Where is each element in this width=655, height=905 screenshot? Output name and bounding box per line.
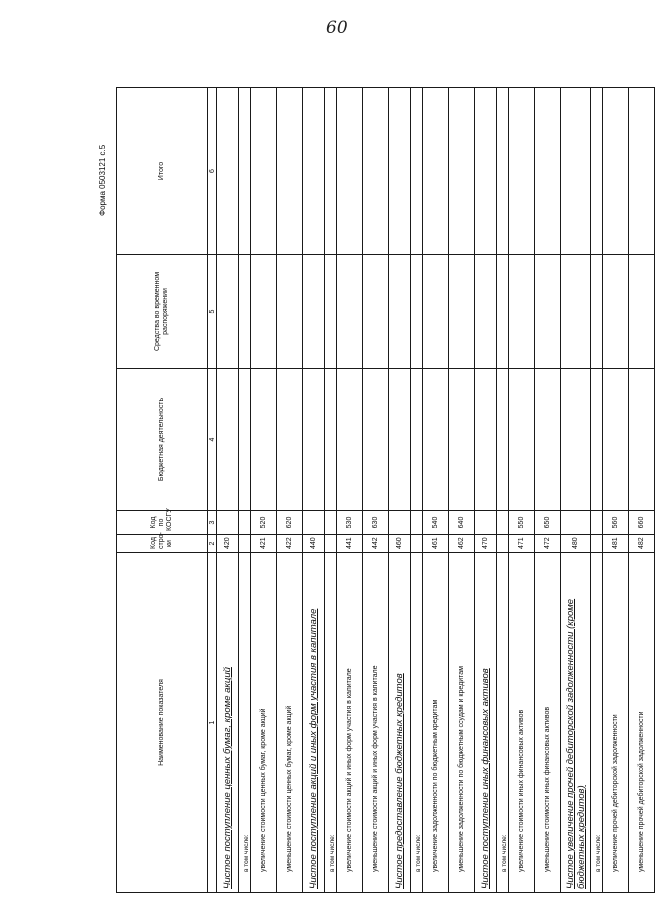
row-kosgu-code: 620 [277, 511, 303, 535]
row-line-code: 471 [509, 535, 535, 553]
row-temporary-value [389, 255, 411, 369]
column-number: 5 [208, 255, 217, 369]
row-temporary-value [535, 255, 561, 369]
column-number: 6 [208, 88, 217, 255]
row-line-code: 462 [449, 535, 475, 553]
row-total-value [561, 88, 591, 255]
row-name: в том числе: [411, 553, 423, 893]
row-name: увеличение прочей дебиторской задолженности [603, 553, 629, 893]
table-row [389, 88, 411, 893]
column-number: 2 [208, 535, 217, 553]
row-name: Чистое увеличение прочей дебиторской задолженности (кроме бюджетных кредитов) [561, 553, 591, 893]
row-line-code [497, 535, 509, 553]
row-temporary-value [411, 255, 423, 369]
row-name: увеличение стоимости акций и иных форм участия в капитале [337, 553, 363, 893]
row-total-value [603, 88, 629, 255]
row-name: увеличение стоимости ценных бумаг, кроме акций [251, 553, 277, 893]
row-name: уменьшение стоимости акций и иных форм участия в капитале [363, 553, 389, 893]
row-total-value [251, 88, 277, 255]
header-line-code: Код стро-ки [117, 535, 208, 553]
row-kosgu-code [561, 511, 591, 535]
row-name: Чистое предоставление бюджетных кредитов [389, 553, 411, 893]
row-line-code: 420 [217, 535, 239, 553]
row-temporary-value [603, 255, 629, 369]
row-budget-value [591, 369, 603, 511]
row-kosgu-code: 520 [251, 511, 277, 535]
row-budget-value [303, 369, 325, 511]
row-kosgu-code: 630 [363, 511, 389, 535]
row-temporary-value [449, 255, 475, 369]
table-row [423, 88, 449, 893]
table-row [277, 88, 303, 893]
row-budget-value [325, 369, 337, 511]
row-temporary-value [497, 255, 509, 369]
row-budget-value [217, 369, 239, 511]
table-row [449, 88, 475, 893]
row-temporary-value [363, 255, 389, 369]
row-kosgu-code: 560 [603, 511, 629, 535]
row-temporary-value [217, 255, 239, 369]
row-total-value [303, 88, 325, 255]
header-budget: Бюджетная деятельность [117, 369, 208, 511]
row-name: уменьшение прочей дебиторской задолженности [629, 553, 655, 893]
row-total-value [389, 88, 411, 255]
row-total-value [325, 88, 337, 255]
table-row [475, 88, 497, 893]
row-total-value [509, 88, 535, 255]
row-temporary-value [591, 255, 603, 369]
table-row [217, 88, 239, 893]
row-budget-value [497, 369, 509, 511]
row-temporary-value [303, 255, 325, 369]
row-kosgu-code: 650 [535, 511, 561, 535]
page-number: 60 [326, 18, 348, 38]
row-temporary-value [277, 255, 303, 369]
row-kosgu-code: 550 [509, 511, 535, 535]
row-budget-value [475, 369, 497, 511]
row-line-code: 470 [475, 535, 497, 553]
table-row [561, 88, 591, 893]
row-budget-value [535, 369, 561, 511]
row-line-code: 480 [561, 535, 591, 553]
row-line-code: 442 [363, 535, 389, 553]
row-line-code: 441 [337, 535, 363, 553]
row-temporary-value [561, 255, 591, 369]
row-kosgu-code [303, 511, 325, 535]
row-kosgu-code [239, 511, 251, 535]
table-row [603, 88, 629, 893]
row-total-value [475, 88, 497, 255]
row-budget-value [603, 369, 629, 511]
row-line-code [591, 535, 603, 553]
header-row [117, 88, 208, 893]
row-line-code [325, 535, 337, 553]
table-row [411, 88, 423, 893]
row-line-code [239, 535, 251, 553]
row-total-value [239, 88, 251, 255]
row-temporary-value [509, 255, 535, 369]
row-line-code: 481 [603, 535, 629, 553]
report-body [217, 88, 655, 893]
column-number: 4 [208, 369, 217, 511]
header-total: Итого [117, 88, 208, 255]
row-name: уменьшение стоимости ценных бумаг, кроме акций [277, 553, 303, 893]
row-budget-value [423, 369, 449, 511]
row-name: в том числе: [591, 553, 603, 893]
row-temporary-value [475, 255, 497, 369]
row-line-code: 472 [535, 535, 561, 553]
row-budget-value [561, 369, 591, 511]
row-temporary-value [325, 255, 337, 369]
header-kosgu-code: Код по КОСГУ [117, 511, 208, 535]
row-total-value [411, 88, 423, 255]
table-row [337, 88, 363, 893]
row-name: уменьшение стоимости иных финансовых активов [535, 553, 561, 893]
row-total-value [629, 88, 655, 255]
row-kosgu-code: 540 [423, 511, 449, 535]
table-row [325, 88, 337, 893]
row-kosgu-code [411, 511, 423, 535]
row-temporary-value [337, 255, 363, 369]
row-budget-value [251, 369, 277, 511]
row-budget-value [509, 369, 535, 511]
table-row [497, 88, 509, 893]
row-name: Чистое поступление иных финансовых активов [475, 553, 497, 893]
row-name: уменьшение задолженности по бюджетным ссудам и кредитам [449, 553, 475, 893]
row-budget-value [239, 369, 251, 511]
row-kosgu-code: 660 [629, 511, 655, 535]
report-table [116, 87, 655, 893]
row-name: Чистое поступление ценных бумаг, кроме акций [217, 553, 239, 893]
row-name: увеличение задолженности по бюджетным кредитам [423, 553, 449, 893]
row-kosgu-code [497, 511, 509, 535]
row-temporary-value [629, 255, 655, 369]
row-temporary-value [239, 255, 251, 369]
table-row [303, 88, 325, 893]
rotated-form-sheet [98, 88, 645, 893]
row-name: Чистое поступление акций и иных форм участия в капитале [303, 553, 325, 893]
row-budget-value [389, 369, 411, 511]
row-total-value [337, 88, 363, 255]
row-kosgu-code [591, 511, 603, 535]
row-budget-value [629, 369, 655, 511]
header-name: Наименование показателя [117, 553, 208, 893]
row-total-value [217, 88, 239, 255]
row-total-value [277, 88, 303, 255]
row-name: в том числе: [325, 553, 337, 893]
row-budget-value [277, 369, 303, 511]
row-budget-value [363, 369, 389, 511]
row-total-value [363, 88, 389, 255]
table-row [629, 88, 655, 893]
table-row [363, 88, 389, 893]
header-temporary: Средства во временном распоряжении [117, 255, 208, 369]
row-kosgu-code [389, 511, 411, 535]
row-line-code: 422 [277, 535, 303, 553]
row-total-value [423, 88, 449, 255]
row-kosgu-code [475, 511, 497, 535]
column-number: 1 [208, 553, 217, 893]
row-budget-value [411, 369, 423, 511]
row-line-code: 460 [389, 535, 411, 553]
row-line-code: 421 [251, 535, 277, 553]
row-line-code: 440 [303, 535, 325, 553]
table-row [251, 88, 277, 893]
row-name: увеличение стоимости иных финансовых активов [509, 553, 535, 893]
row-line-code [411, 535, 423, 553]
column-number-row [208, 88, 217, 893]
row-kosgu-code: 530 [337, 511, 363, 535]
row-budget-value [337, 369, 363, 511]
row-name: в том числе: [239, 553, 251, 893]
row-line-code: 482 [629, 535, 655, 553]
row-temporary-value [251, 255, 277, 369]
row-kosgu-code: 640 [449, 511, 475, 535]
row-total-value [497, 88, 509, 255]
table-row [509, 88, 535, 893]
table-row [591, 88, 603, 893]
row-name: в том числе: [497, 553, 509, 893]
table-row [535, 88, 561, 893]
column-number: 3 [208, 511, 217, 535]
row-total-value [449, 88, 475, 255]
form-code: Форма 0503121 с.5 [98, 144, 107, 216]
row-line-code: 461 [423, 535, 449, 553]
table-row [239, 88, 251, 893]
row-kosgu-code [217, 511, 239, 535]
row-temporary-value [423, 255, 449, 369]
row-kosgu-code [325, 511, 337, 535]
row-budget-value [449, 369, 475, 511]
row-total-value [591, 88, 603, 255]
row-total-value [535, 88, 561, 255]
